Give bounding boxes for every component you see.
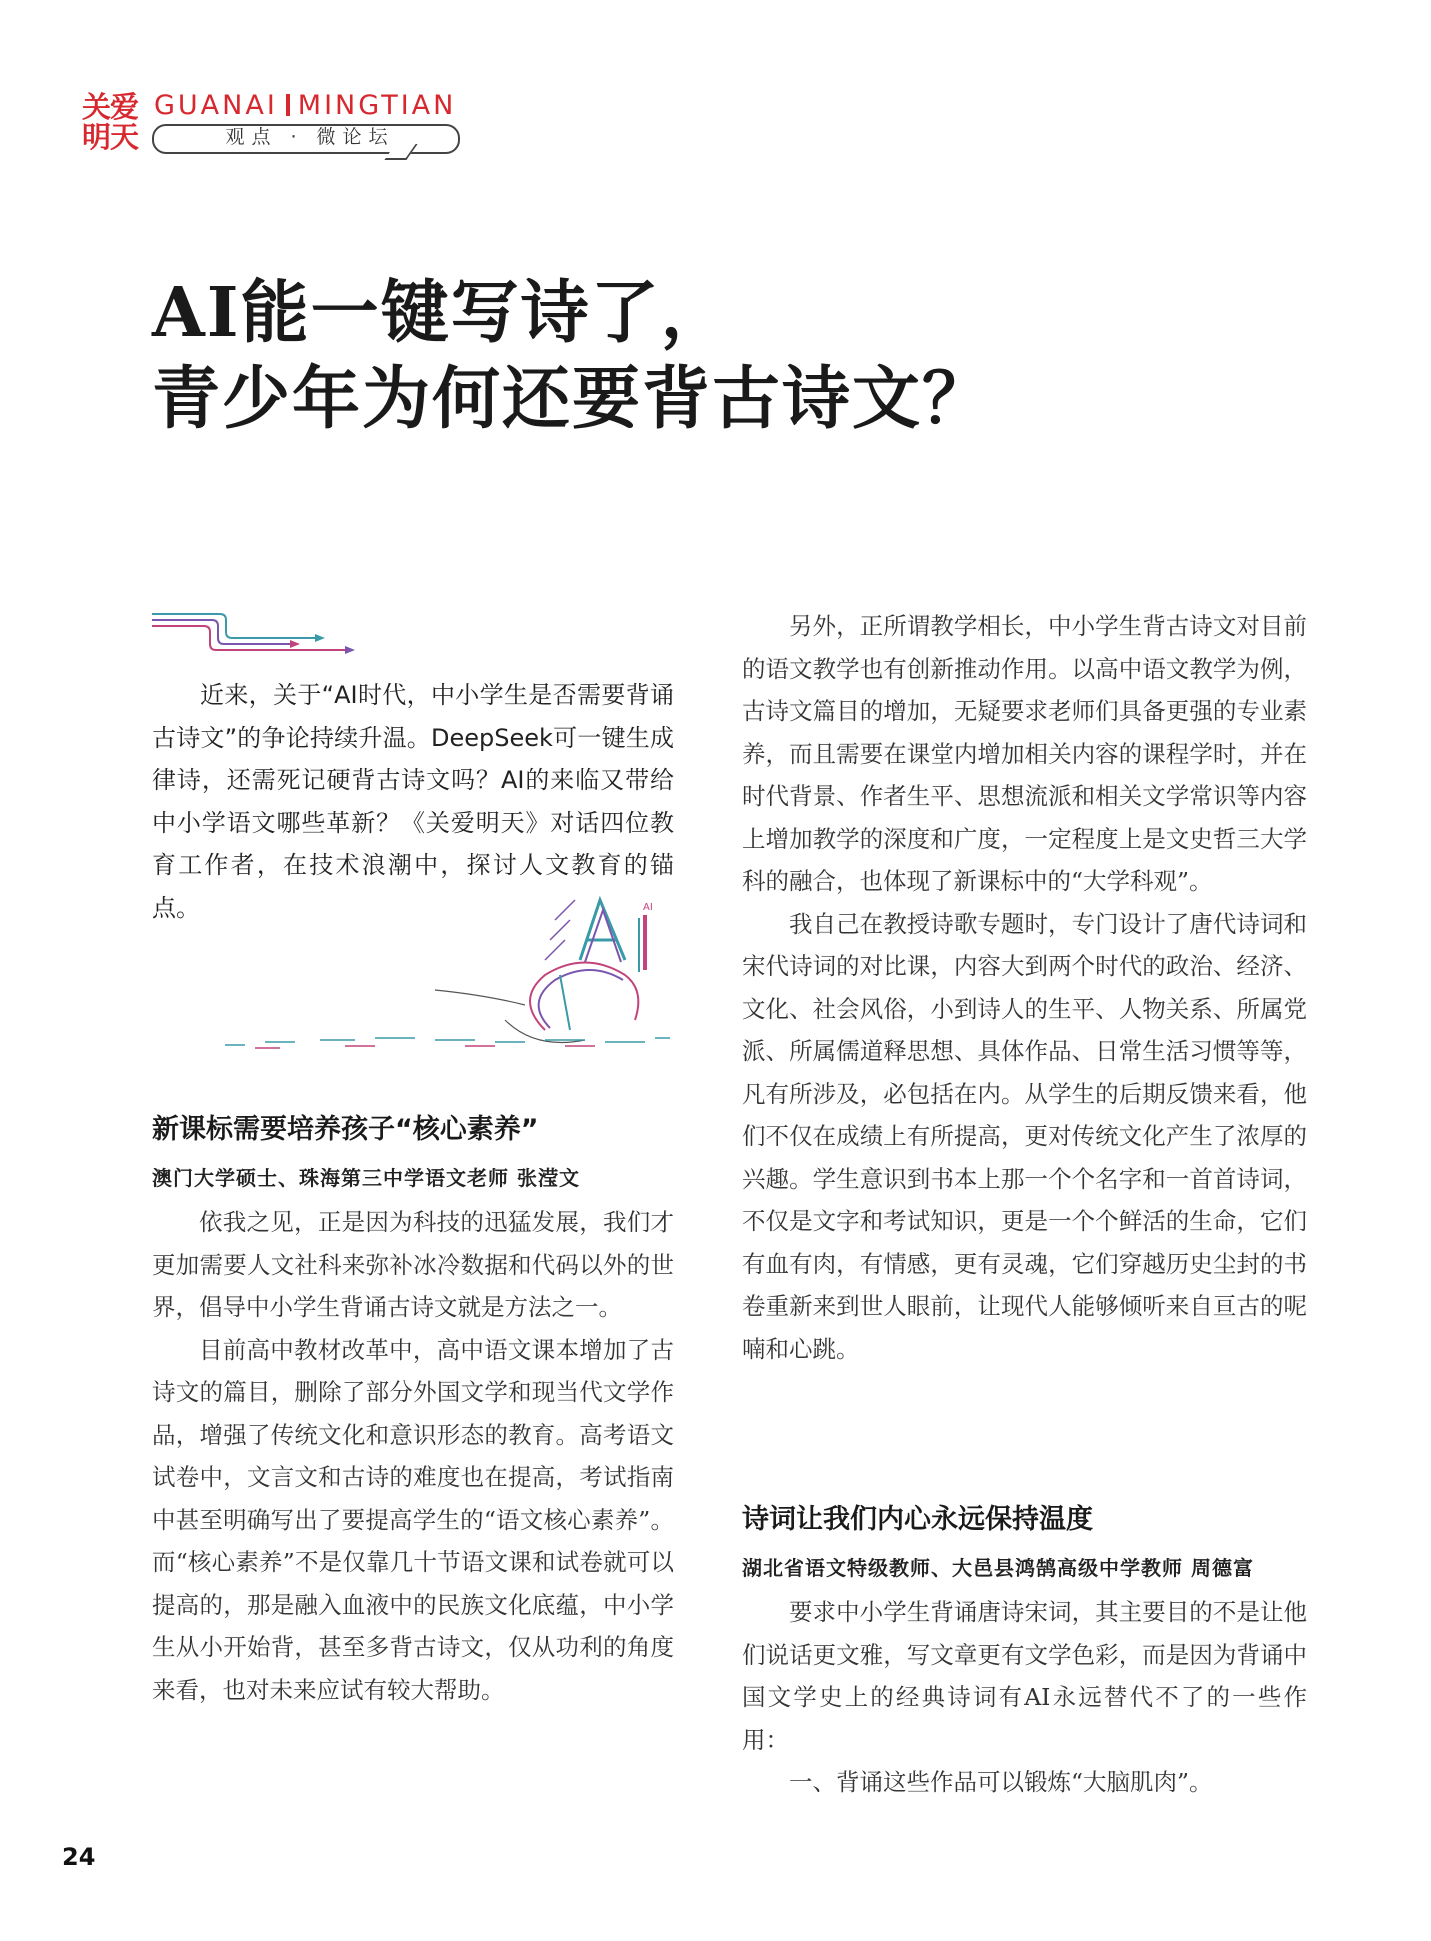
ai-mouse-illustration xyxy=(225,880,675,1050)
section1-body xyxy=(152,1201,674,1711)
logo-en xyxy=(154,90,456,121)
paragraph: 我自己在教授诗歌专题时，专门设计了唐代诗词和宋代诗词的对比课，内容大到两个时代的政治、经济、文化、社会风俗，小到诗人的生平、人物关系、所属党派、所属儒道释思想、具体作品、日常生活习惯等等，凡有所涉及，必包括在内。从学生的后期反馈来看，他们不仅在成绩上有所提高，更对传统文化产生了浓厚的兴趣。学生意识到书本上那一个个名字和一首首诗词，不仅是文字和考试知识，更是一个个鲜活的生命，它们有血有肉，有情感，更有灵魂，它们穿越历史尘封的书卷重新来到世人眼前，让现代人能够倾听来自亘古的呢喃和心跳。 xyxy=(742,909,1307,1363)
logo-cn-line2: 明天 xyxy=(82,120,139,154)
page-title xyxy=(152,270,1352,442)
paragraph: 依我之见，正是因为科技的迅猛发展，我们才更加需要人文社科来弥补冰冷数据和代码以外的世界，倡导中小学生背诵古诗文就是方法之一。 xyxy=(152,1208,674,1321)
paragraph: 目前高中教材改革中，高中语文课本增加了古诗文的篇目，删除了部分外国文学和现当代文学作品，增强了传统文化和意识形态的教育。高考语文试卷中，文言文和古诗的难度也在提高，考试指南中甚至明确写出了要提高学生的“语文核心素养”。而“核心素养”不是仅靠几十节语文课和试卷就可以提高的，那是融入血液中的民族文化底蕴，中小学生从小开始背，甚至多背古诗文，仅从功利的角度来看，也对未来应试有较大帮助。 xyxy=(152,1335,674,1704)
paragraph: 要求中小学生背诵唐诗宋词，其主要目的不是让他们说话更文雅，写文章更有文学色彩，而是因为背诵中国文学史上的经典诗词有AI永远替代不了的一些作用： xyxy=(742,1598,1307,1754)
section-label: 观点 · 微论坛 xyxy=(225,126,395,148)
paragraph: 一、背诵这些作品可以锻炼“大脑肌肉”。 xyxy=(789,1768,1213,1796)
paragraph: 另外，正所谓教学相长，中小学生背古诗文对目前的语文教学也有创新推动作用。以高中语文教学为例，古诗文篇目的增加，无疑要求老师们具备更强的专业素养，而且需要在课堂内增加相关内容的课程学时，并在时代背景、作者生平、思想流派和相关文学常识等内容上增加教学的深度和广度，一定程度上是文史哲三大学科的融合，也体现了新课标中的“大学科观”。 xyxy=(742,612,1307,895)
logo-en-left: GUANAI xyxy=(154,90,278,121)
intro-paragraph: 近来，关于“AI时代，中小学生是否需要背诵古诗文”的争论持续升温。DeepSeek可一键生成律诗，还需死记硬背古诗文吗？AI的来临又带给中小学语文哪些革新？《关爱明天》对话四位教育工作者，在技术浪潮中，探讨人文教育的锚点。 xyxy=(152,681,674,922)
logo-en-right: MINGTIAN xyxy=(297,90,457,121)
page-number: 24 xyxy=(62,1843,96,1871)
section-heading: 新课标需要培养孩子“核心素养” xyxy=(152,1114,539,1145)
right-column-body xyxy=(742,605,1307,1370)
section-heading: 诗词让我们内心永远保持温度 xyxy=(742,1504,1093,1535)
title-line-1: AI能一键写诗了， xyxy=(152,273,731,353)
decorative-lines-icon xyxy=(150,610,360,660)
illustration-text: AI xyxy=(643,902,653,913)
logo-cn-line1: 关爱 xyxy=(82,90,139,124)
logo-cn xyxy=(82,92,138,152)
title-line-2: 青少年为何还要背古诗文？ xyxy=(152,359,993,439)
section2-body xyxy=(742,1591,1307,1804)
logo-separator xyxy=(286,94,290,116)
section-byline: 澳门大学硕士、珠海第三中学语文老师 张滢文 xyxy=(152,1166,580,1190)
section-byline: 湖北省语文特级教师、大邑县鸿鹄高级中学教师 周德富 xyxy=(742,1556,1254,1580)
